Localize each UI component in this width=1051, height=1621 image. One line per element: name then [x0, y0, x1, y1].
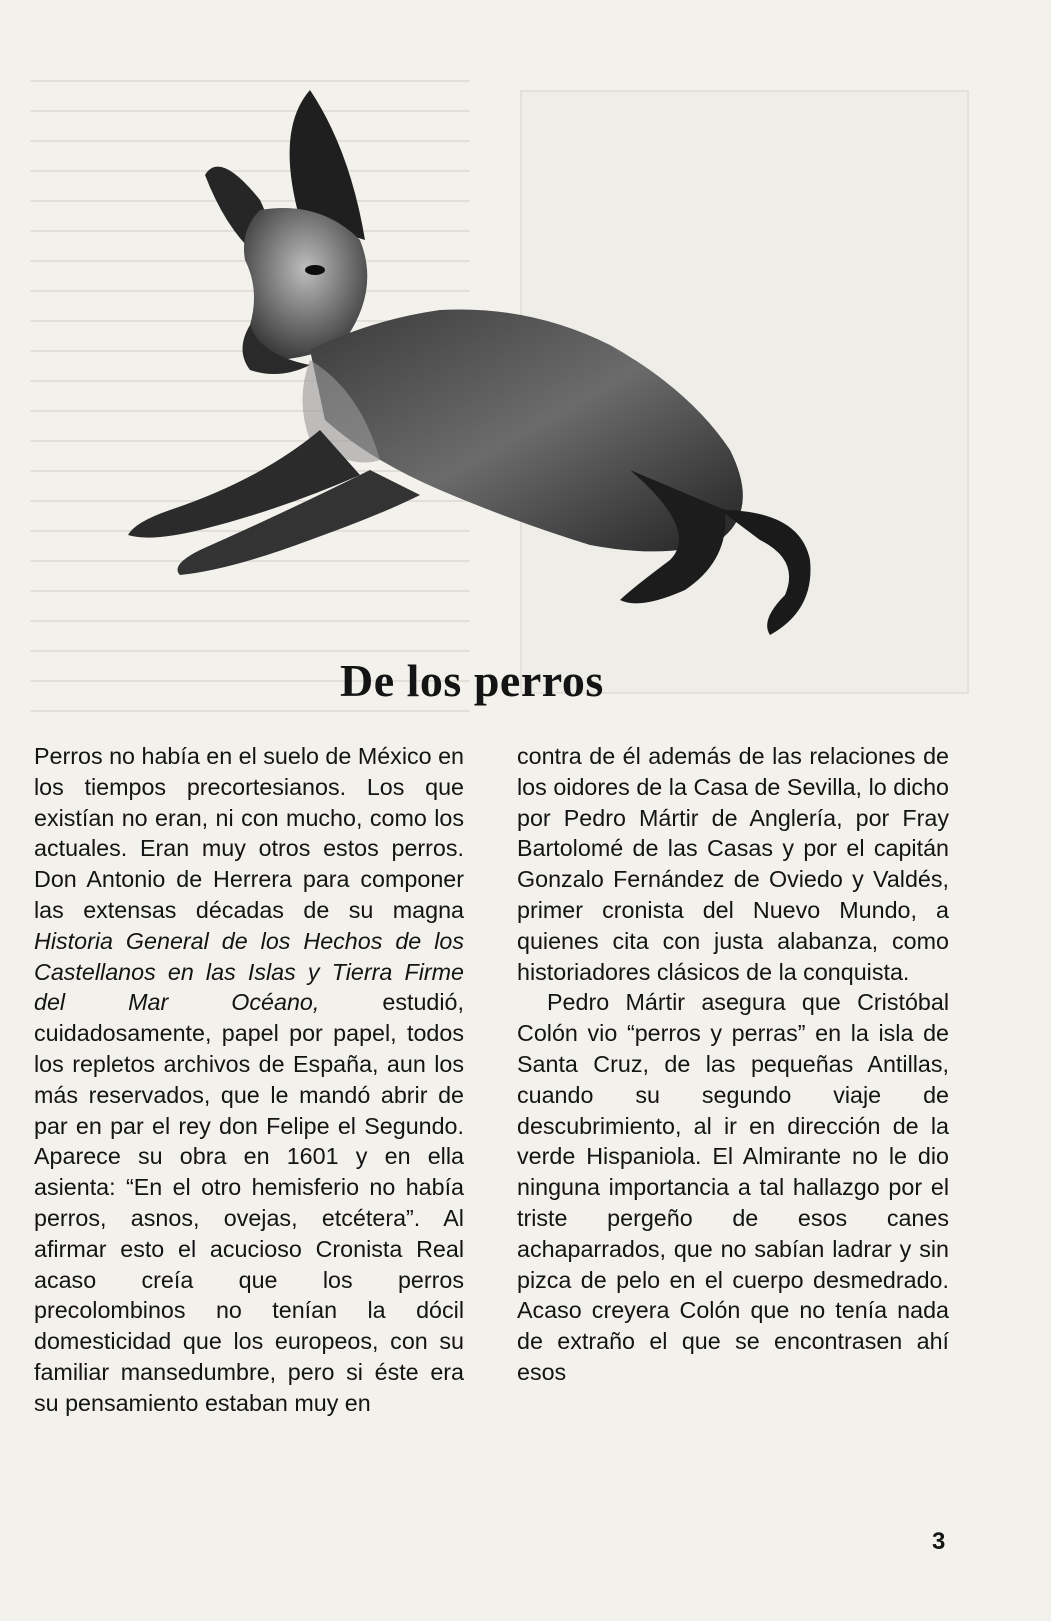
paragraph-text: estudió, cuidadosamente, papel por papel, todos los repletos archivos de España, aun los más reservados, que le mandó abrir de par en par el rey don Felipe el Segundo. Aparece su obra en 1601 y en ella asienta: “En el otro hemisferio no había perros, asnos, ovejas, etcétera”. Al afirmar esto el acucioso Cronista Real acaso creía que los perros precolombinos no tenían la dócil domesticidad que los europeos, con su familiar mansedumbre, pero si éste era su pensamiento estaban muy en	[34, 989, 464, 1416]
paragraph: Pedro Mártir asegura que Cristóbal Colón vio “perros y perras” en la isla de Santa Cruz, de las pequeñas Antillas, cuando su segundo viaje de descubrimiento, al ir en dirección de la verde Hispaniola. El Almirante no le dio ninguna importancia a tal hallazgo por el triste pergeño de esos canes achaparrados, que no sabían ladrar y sin pizca de pelo en el cuerpo desmedrado. Acaso creyera Colón que no tenía nada de extraño el que se encontrasen ahí esos	[517, 989, 949, 1385]
hairless-dog-illustration	[110, 90, 850, 650]
page-title: De los perros	[340, 655, 604, 706]
page-number: 3	[932, 1528, 946, 1555]
paragraph: contra de él además de las relaciones de los oidores de la Casa de Sevilla, lo dicho por Pedro Mártir de Anglería, por Fray Bartolomé de las Casas y por el capitán Gonzalo Fernández de Oviedo y Valdés, primer cronista del Nuevo Mundo, a quienes cita con justa alabanza, como historiadores clásicos de la conquista.	[517, 743, 949, 985]
text-column-right	[517, 741, 949, 1388]
book-title: Historia General de los Hechos de los Castellanos en las Islas y Tierra Firme del Mar Océano,	[34, 927, 464, 1016]
paragraph-text: Perros no había en el suelo de México en los tiempos precortesianos. Los que existían no eran, ni con mucho, como los actuales. Eran muy otros estos perros. Don Antonio de Herrera para componer las extensas décadas de su magna	[34, 743, 464, 923]
text-column-left	[34, 741, 464, 1419]
paragraph	[34, 741, 464, 1419]
